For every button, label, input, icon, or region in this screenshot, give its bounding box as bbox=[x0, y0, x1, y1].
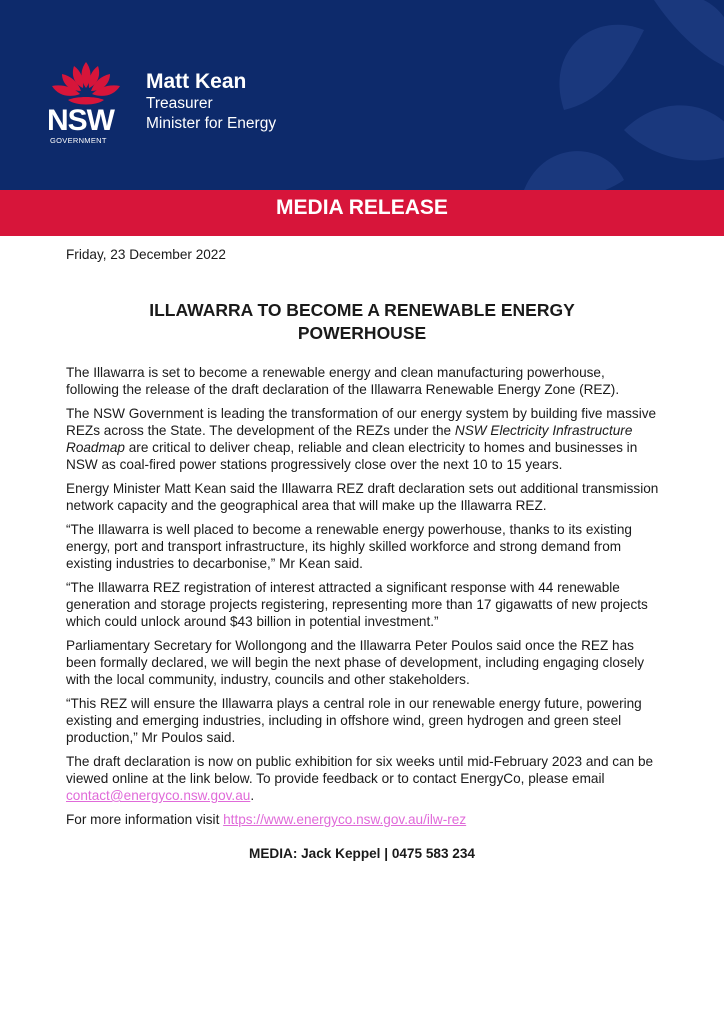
paragraph-1: The Illawarra is set to become a renewable energy and clean manufacturing powerhouse, following the release of the draft declaration of the Illawarra Renewable Energy Zone (REZ). bbox=[66, 365, 620, 397]
media-release-banner: MEDIA RELEASE bbox=[0, 190, 724, 236]
paragraph-4: “The Illawarra is well placed to become a renewable energy powerhouse, thanks to its existing energy, port and transport infrastructure, its highly skilled workforce and strong demand from existing industries to decarbonise,” Mr Kean said. bbox=[66, 522, 632, 571]
header-decoration bbox=[504, 0, 724, 190]
paragraph-8 bbox=[66, 753, 659, 804]
paragraph-2-part-a: The NSW Government is leading the transformation of our energy system by building five massive REZs across the State. The development of the REZs under the bbox=[66, 406, 657, 438]
paragraph-6: Parliamentary Secretary for Wollongong and the Illawarra Peter Poulos said once the REZ has been formally declared, we will begin the next phase of development, including engaging closely with the local community, industry, councils and other stakeholders. bbox=[66, 638, 645, 687]
minister-name: Matt Kean bbox=[146, 70, 247, 93]
paragraph-7: “This REZ will ensure the Illawarra plays a central role in our renewable energy future, powering existing and emerging industries, including in offshore wind, green hydrogen and green steel production,” Mr Poulos said. bbox=[66, 696, 642, 745]
roadmap-title: NSW Electricity Infrastructure Roadmap bbox=[66, 423, 633, 455]
minister-block bbox=[146, 70, 276, 134]
paragraph-9-part-a: For more information visit bbox=[66, 812, 224, 827]
minister-role-1: Treasurer bbox=[146, 95, 213, 112]
contact-email-link[interactable]: contact@energyco.nsw.gov.au bbox=[66, 788, 251, 803]
release-title bbox=[65, 299, 659, 345]
minister-role-2: Minister for Energy bbox=[146, 115, 277, 132]
release-date: Friday, 23 December 2022 bbox=[66, 247, 226, 262]
page-header bbox=[0, 0, 724, 190]
paragraph-5: “The Illawarra REZ registration of interest attracted a significant response with 44 renewable generation and storage projects registering, representing more than 17 gigawatts of new projects which could unlock around $43 billion in potential investment.” bbox=[66, 580, 648, 629]
title-line-2: POWERHOUSE bbox=[297, 323, 427, 343]
waratah-flower-icon bbox=[44, 56, 128, 110]
nsw-government-logo bbox=[44, 56, 128, 148]
media-contact: MEDIA: Jack Keppel | 0475 583 234 bbox=[249, 846, 475, 861]
paragraph-3: Energy Minister Matt Kean said the Illawarra REZ draft declaration sets out additional transmission network capacity and the geographical area that will make up the Illawarra REZ. bbox=[66, 481, 659, 513]
paragraph-2-part-b: are critical to deliver cheap, reliable and clean electricity to homes and businesses in NSW as coal-fired power stations progressively close over the next 10 to 15 years. bbox=[66, 440, 638, 472]
rez-website-link[interactable]: https://www.energyco.nsw.gov.au/ilw-rez bbox=[223, 812, 467, 827]
paragraph-2 bbox=[66, 405, 659, 473]
paragraph-8-part-b: . bbox=[250, 788, 255, 803]
release-body bbox=[65, 245, 659, 862]
paragraph-9 bbox=[66, 811, 659, 828]
logo-subtext: GOVERNMENT bbox=[50, 136, 107, 145]
paragraph-8-part-a: The draft declaration is now on public exhibition for six weeks until mid-February 2023 and can be viewed online at the link below. To provide feedback or to contact EnergyCo, please email bbox=[66, 754, 654, 786]
title-line-1: ILLAWARRA TO BECOME A RENEWABLE ENERGY bbox=[149, 300, 575, 320]
logo-wordmark: NSW bbox=[47, 104, 114, 137]
